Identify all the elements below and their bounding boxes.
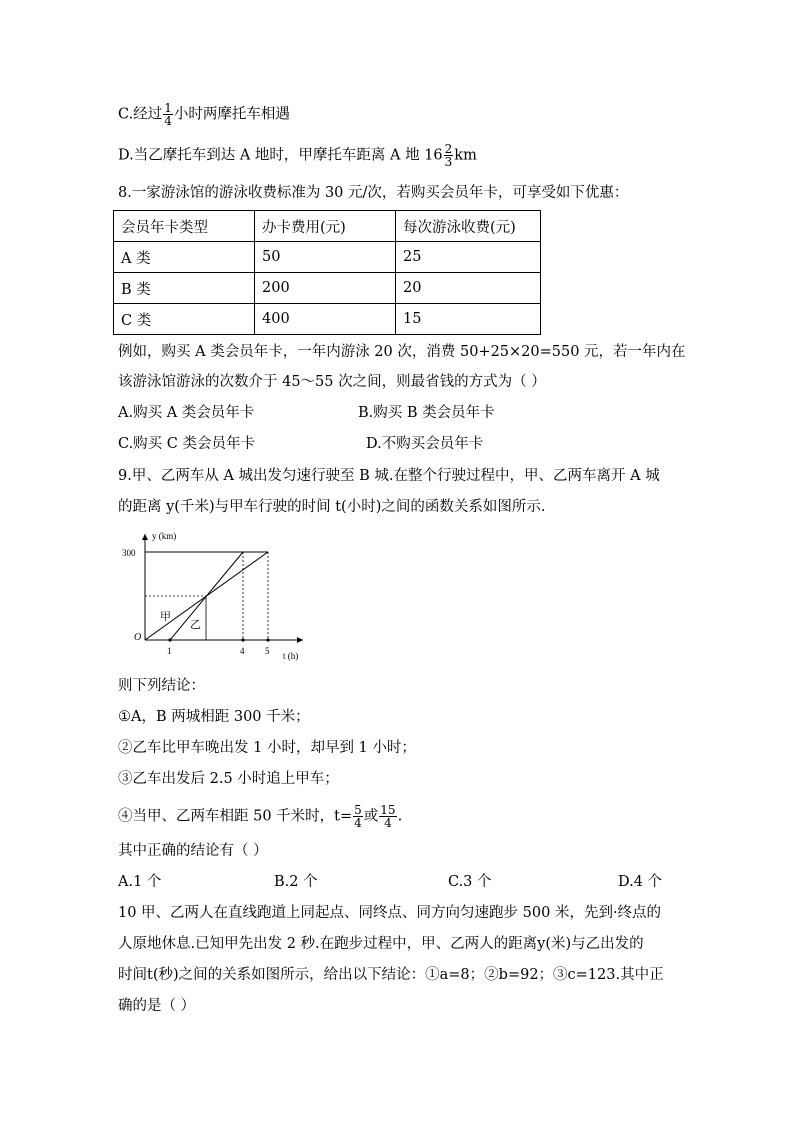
q8-stem: 8.一家游泳馆的游泳收费标准为 30 元/次，若购买会员年卡，可享受如下优惠： bbox=[118, 185, 629, 201]
table-cell: 50 bbox=[255, 242, 396, 273]
table-row bbox=[114, 273, 541, 304]
q10-line2: 人原地休息.已知甲先出发 2 秒.在跑步过程中，甲、乙两人的距离y(米)与乙出发的 bbox=[118, 936, 644, 952]
q9-option-d: D.4 个 bbox=[618, 874, 663, 890]
table-cell: 20 bbox=[396, 273, 541, 304]
fraction: $\frac{2}{3}$ bbox=[444, 142, 453, 169]
line-yi-label: 乙 bbox=[190, 619, 201, 631]
table-row bbox=[114, 304, 541, 335]
table-header: 会员年卡类型 bbox=[114, 211, 255, 242]
table-row bbox=[114, 242, 541, 273]
line-yi bbox=[170, 552, 243, 640]
q9-option-b: B.2 个 bbox=[274, 874, 318, 890]
q9-statement-4: ④当甲、乙两车相距 50 千米时，t= $\frac{5}{4}$ 或 $\frac{15}{4}$ . bbox=[118, 803, 403, 830]
q10-line3: 时间t(秒)之间的关系如图所示，给出以下结论：①a=8；②b=92；③c=123.其中正 bbox=[118, 967, 664, 983]
tick-dot-4 bbox=[241, 638, 244, 641]
origin-label: O bbox=[134, 632, 142, 643]
table-cell: B 类 bbox=[114, 273, 255, 304]
line-jia-label: 甲 bbox=[160, 611, 171, 623]
x-tick-1: 1 bbox=[167, 646, 172, 656]
q9-statement-1: ①A，B 两城相距 300 千米； bbox=[118, 709, 310, 725]
q8-option-a: A.购买 A 类会员年卡 bbox=[118, 405, 255, 421]
q10-line1: 10 甲、乙两人在直线跑道上同起点、同终点、同方向匀速跑步 500 米，先到·终点的 bbox=[118, 905, 662, 921]
q8-text-line2: 该游泳馆游泳的次数介于 45～55 次之间，则最省钱的方式为（ ） bbox=[118, 374, 546, 390]
q9-option-a: A.1 个 bbox=[118, 874, 162, 890]
table-header: 办卡费用(元) bbox=[255, 211, 396, 242]
tick-dot-5 bbox=[266, 638, 269, 641]
fraction: $\frac{5}{4}$ bbox=[354, 803, 362, 830]
q10-line4: 确的是（ ） bbox=[118, 998, 196, 1014]
table-header-row bbox=[114, 211, 541, 242]
q8-option-b: B.购买 B 类会员年卡 bbox=[358, 405, 495, 421]
fraction: $\frac{1}{4}$ bbox=[164, 101, 172, 128]
q9-statement-3: ③乙车出发后 2.5 小时追上甲车； bbox=[118, 771, 339, 787]
table-cell: 15 bbox=[396, 304, 541, 335]
q8-text-line1: 例如，购买 A 类会员年卡，一年内游泳 20 次，消费 50+25×20=550 元，若一年内在 bbox=[118, 344, 686, 360]
q9-option-c: C.3 个 bbox=[448, 874, 492, 890]
table-cell: C 类 bbox=[114, 304, 255, 335]
x-tick-5: 5 bbox=[265, 646, 270, 656]
fee-table bbox=[113, 210, 541, 335]
x-tick-4: 4 bbox=[240, 646, 245, 656]
tick-dot-1 bbox=[168, 638, 171, 641]
q8-option-c: C.购买 C 类会员年卡 bbox=[118, 436, 255, 452]
table-cell: 400 bbox=[255, 304, 396, 335]
q7-option-d: D.当乙摩托车到达 A 地时，甲摩托车距离 A 地 16 $\frac{2}{3}$ km bbox=[118, 142, 477, 169]
q9-question: 其中正确的结论有（ ） bbox=[118, 843, 268, 859]
q8-option-d: D.不购买会员年卡 bbox=[366, 436, 484, 452]
fraction: $\frac{15}{4}$ bbox=[380, 803, 396, 830]
q9-intro: 则下列结论： bbox=[118, 678, 205, 694]
q7-option-c: C.经过 $\frac{1}{4}$ 小时两摩托车相遇 bbox=[118, 101, 290, 128]
table-cell: 25 bbox=[396, 242, 541, 273]
y-axis-label: y (km) bbox=[152, 531, 177, 541]
table-header: 每次游泳收费(元) bbox=[396, 211, 541, 242]
table-cell: A 类 bbox=[114, 242, 255, 273]
q9-stem-line1: 9.甲、乙两车从 A 城出发匀速行驶至 B 城.在整个行驶过程中，甲、乙两车离开 A 城 bbox=[118, 468, 660, 484]
table-cell: 200 bbox=[255, 273, 396, 304]
q9-stem-line2: 的距离 y(千米)与甲车行驶的时间 t(小时)之间的函数关系如图所示. bbox=[118, 499, 546, 515]
x-axis-label: t (h) bbox=[283, 651, 299, 661]
q9-statement-2: ②乙车比甲车晚出发 1 小时，却早到 1 小时； bbox=[118, 740, 416, 756]
distance-time-graph bbox=[118, 528, 308, 664]
y-tick-300: 300 bbox=[122, 548, 136, 558]
